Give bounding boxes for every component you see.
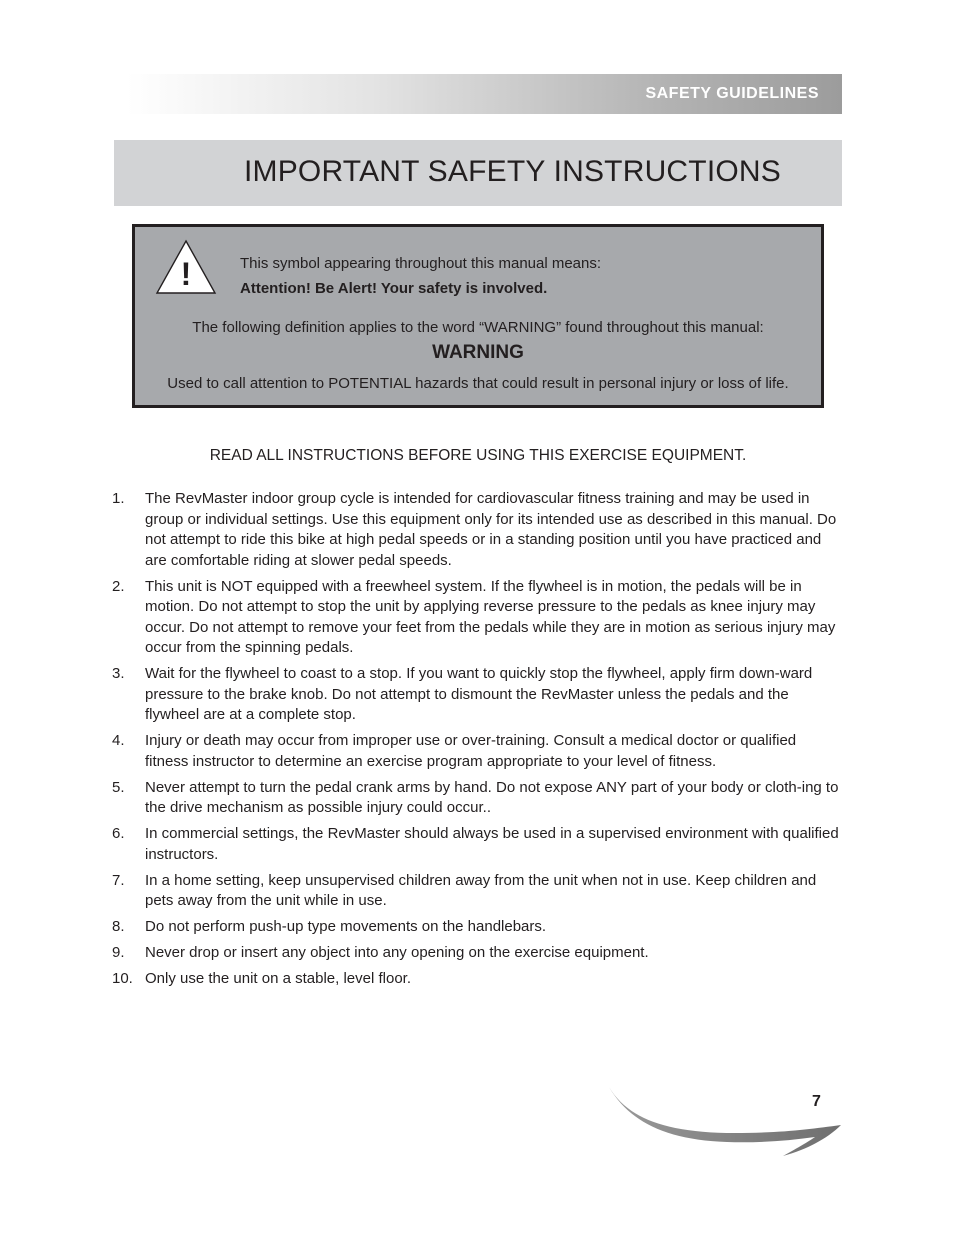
instruction-text: In a home setting, keep unsupervised children away from the unit when not in use. Keep children and pets away from the unit while in use. [145, 871, 817, 909]
section-header-band [127, 74, 842, 114]
instruction-text: Only use the unit on a stable, level floor. [145, 970, 411, 987]
instruction-item [112, 731, 842, 772]
instruction-item [112, 917, 842, 938]
swoosh-logo [605, 1083, 845, 1159]
instruction-text: Injury or death may occur from improper use or over-training. Consult a medical doctor or qualified fitness instructor to determine an exercise program appropriate to your level of fitness. [145, 732, 797, 770]
page-title: IMPORTANT SAFETY INSTRUCTIONS [244, 155, 781, 188]
instruction-number: 1. [112, 490, 125, 507]
instruction-item [112, 969, 842, 990]
instruction-text: Do not perform push-up type movements on the handlebars. [145, 918, 547, 935]
instruction-text: Never drop or insert any object into any opening on the exercise equipment. [145, 944, 649, 961]
definition-intro: The following definition applies to the word “WARNING” found throughout this manual: [192, 319, 764, 336]
instruction-text: In commercial settings, the RevMaster should always be used in a supervised environment with qualified instructors. [145, 825, 839, 863]
instruction-number: 6. [112, 825, 125, 842]
instruction-item [112, 824, 842, 865]
instruction-number: 8. [112, 918, 125, 935]
instruction-item [112, 778, 842, 819]
instruction-number: 7. [112, 871, 125, 889]
warning-definition-box [132, 224, 824, 408]
instruction-number: 9. [112, 944, 125, 961]
exclamation-glyph: ! [180, 256, 192, 292]
instruction-item [112, 577, 842, 659]
warning-definition: Used to call attention to POTENTIAL hazards that could result in personal injury or loss of life. [167, 375, 789, 392]
read-all-notice: READ ALL INSTRUCTIONS BEFORE USING THIS EXERCISE EQUIPMENT. [209, 447, 747, 464]
instruction-text: Never attempt to turn the pedal crank arms by hand. Do not expose ANY part of your body or cloth-ing to the drive mechanism as possible injury could occur.. [145, 778, 839, 816]
page-number: 7 [812, 1093, 821, 1110]
title-band [114, 140, 842, 206]
section-title: SAFETY GUIDELINES [645, 85, 819, 102]
instruction-number: 5. [112, 778, 125, 796]
instruction-item [112, 489, 842, 571]
warning-term: WARNING [432, 342, 524, 363]
instruction-number: 3. [112, 665, 125, 682]
instruction-item [112, 943, 842, 964]
instruction-number: 10. [112, 970, 133, 987]
instruction-item [112, 664, 842, 726]
instruction-item [112, 871, 842, 912]
instruction-number: 2. [112, 577, 125, 595]
instruction-text: Wait for the flywheel to coast to a stop. If you want to quickly stop the flywheel, apply firm down-ward pressure to the brake knob. Do not attempt to dismount the RevMaster unless the pedals and the flywheel are at a complete stop. [145, 665, 813, 723]
instruction-text: This unit is NOT equipped with a freewheel system. If the flywheel is in motion, the pedals will be in motion. Do not attempt to stop the unit by applying reverse pressure to the pedals as knee injury may occur. Do not attempt to remove your feet from the pedals while they are in motion as serious injury may occur from the spinning pedals. [145, 577, 836, 656]
instruction-number: 4. [112, 732, 125, 749]
instruction-text: The RevMaster indoor group cycle is intended for cardiovascular fitness training and may be used in group or individual settings. Use this equipment only for its intended use as described in this manual. Do not attempt to ride this bike at high pedal speeds or in a standing position until you have practiced and are comfortable riding at slower pedal speeds. [145, 490, 837, 569]
symbol-explanation: This symbol appearing throughout this manual means: [240, 255, 602, 272]
instructions-list [112, 489, 842, 995]
warning-triangle-icon [155, 239, 217, 295]
attention-statement: Attention! Be Alert! Your safety is involved. [240, 280, 548, 297]
